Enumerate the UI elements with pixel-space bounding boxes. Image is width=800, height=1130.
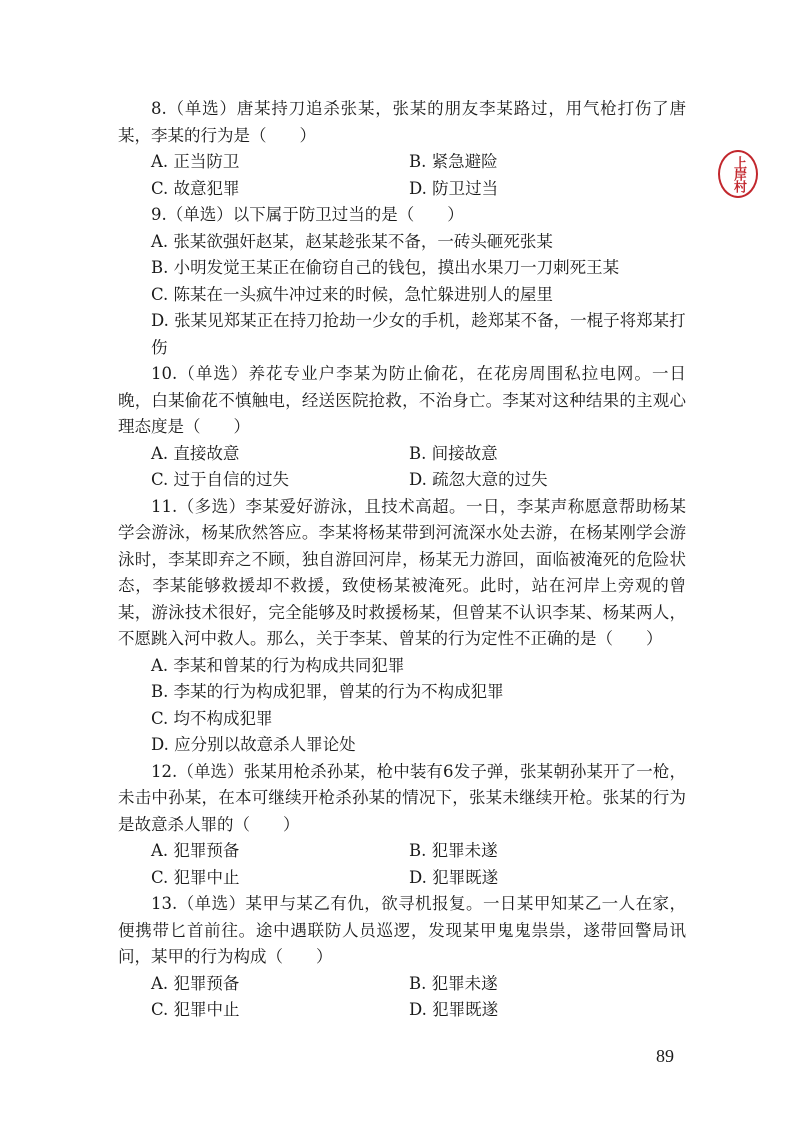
option: D. 张某见郑某正在持刀抢劫一少女的手机，趁郑某不备，一棍子将郑某打伤 [151,311,686,357]
question-stem: 9.（单选）以下属于防卫过当的是（ ） [151,205,464,224]
option: B. 李某的行为构成犯罪，曾某的行为不构成犯罪 [151,682,504,701]
page-number: 89 [656,1046,674,1066]
option-row [118,997,686,1024]
option: B. 紧急避险 [409,152,498,171]
option: C. 均不构成犯罪 [151,708,273,728]
option-row [118,176,686,203]
option: A. 李某和曾某的行为构成共同犯罪 [151,655,405,675]
question-stem: 13.（单选）某甲与某乙有仇，欲寻机报复。一日某甲知某乙一人在家，便携带匕首前往。途中遇联防人员巡逻，发现某甲鬼鬼祟祟，遂带回警局讯问，某甲的行为构成（ ） [118,894,686,966]
question-stem: 8.（单选）唐某持刀追杀张某，张某的朋友李某路过，用气枪打伤了唐某，李某的行为是（ ） [118,99,686,145]
option: A. 犯罪预备 [151,841,240,860]
option: B. 犯罪未遂 [409,841,498,860]
option: B. 犯罪未遂 [409,973,498,993]
question-stem: 10.（单选）养花专业户李某为防止偷花，在花房周围私拉电网。一日晚，白某偷花不慎触电，经送医院抢救，不治身亡。李某对这种结果的主观心理态度是（ ） [118,364,686,436]
option: B. 小明发觉王某正在偷窃自己的钱包，摸出水果刀一刀刺死王某 [151,258,620,277]
option-row [118,971,686,998]
option: D. 疏忽大意的过失 [409,470,548,489]
option: C. 陈某在一头疯牛冲过来的时候，急忙躲进别人的屋里 [151,284,554,304]
option: C. 犯罪中止 [151,1000,240,1019]
option-row [118,149,686,176]
option: A. 犯罪预备 [151,973,240,993]
option: D. 犯罪既遂 [409,1000,499,1019]
option: B. 间接故意 [409,443,498,463]
option-row [118,441,686,468]
option: C. 故意犯罪 [151,178,240,198]
option-row [118,467,686,494]
option: D. 防卫过当 [409,178,499,198]
question-stem: 11.（多选）李某爱好游泳，且技术高超。一日，李某声称愿意帮助杨某学会游泳，杨某欣然答应。李某将杨某带到河流深水处去游，在杨某刚学会游泳时，李某即弃之不顾，独自游回河岸，杨某无力游回，面临被淹死的危险状态，李某能够救援却不救援，致使杨某被淹死。此时，站在河岸上旁观的曾某，游泳技术很好，完全能够及时救援杨某，但曾某不认识李某、杨某两人，不愿跳入河中救人。那么，关于李某、曾某的行为定性不正确的是（ ） [118,496,686,648]
question-stem: 12.（单选）张某用枪杀孙某，枪中装有6发子弹，张某朝孙某开了一枪，未击中孙某，在本可继续开枪杀孙某的情况下，张某未继续开枪。张某的行为是故意杀人罪的（ ） [118,761,686,834]
option: A. 正当防卫 [151,152,240,171]
option: D. 犯罪既遂 [409,867,499,887]
option: C. 犯罪中止 [151,867,240,887]
option-row [118,838,686,865]
seal-stamp: 上岸村 [718,150,758,198]
option: A. 直接故意 [151,443,240,463]
option: A. 张某欲强奸赵某，赵某趁张某不备，一砖头砸死张某 [151,231,553,251]
page-content [118,96,686,1024]
option-row [118,865,686,892]
option: D. 应分别以故意杀人罪论处 [151,735,356,754]
option: C. 过于自信的过失 [151,470,290,489]
